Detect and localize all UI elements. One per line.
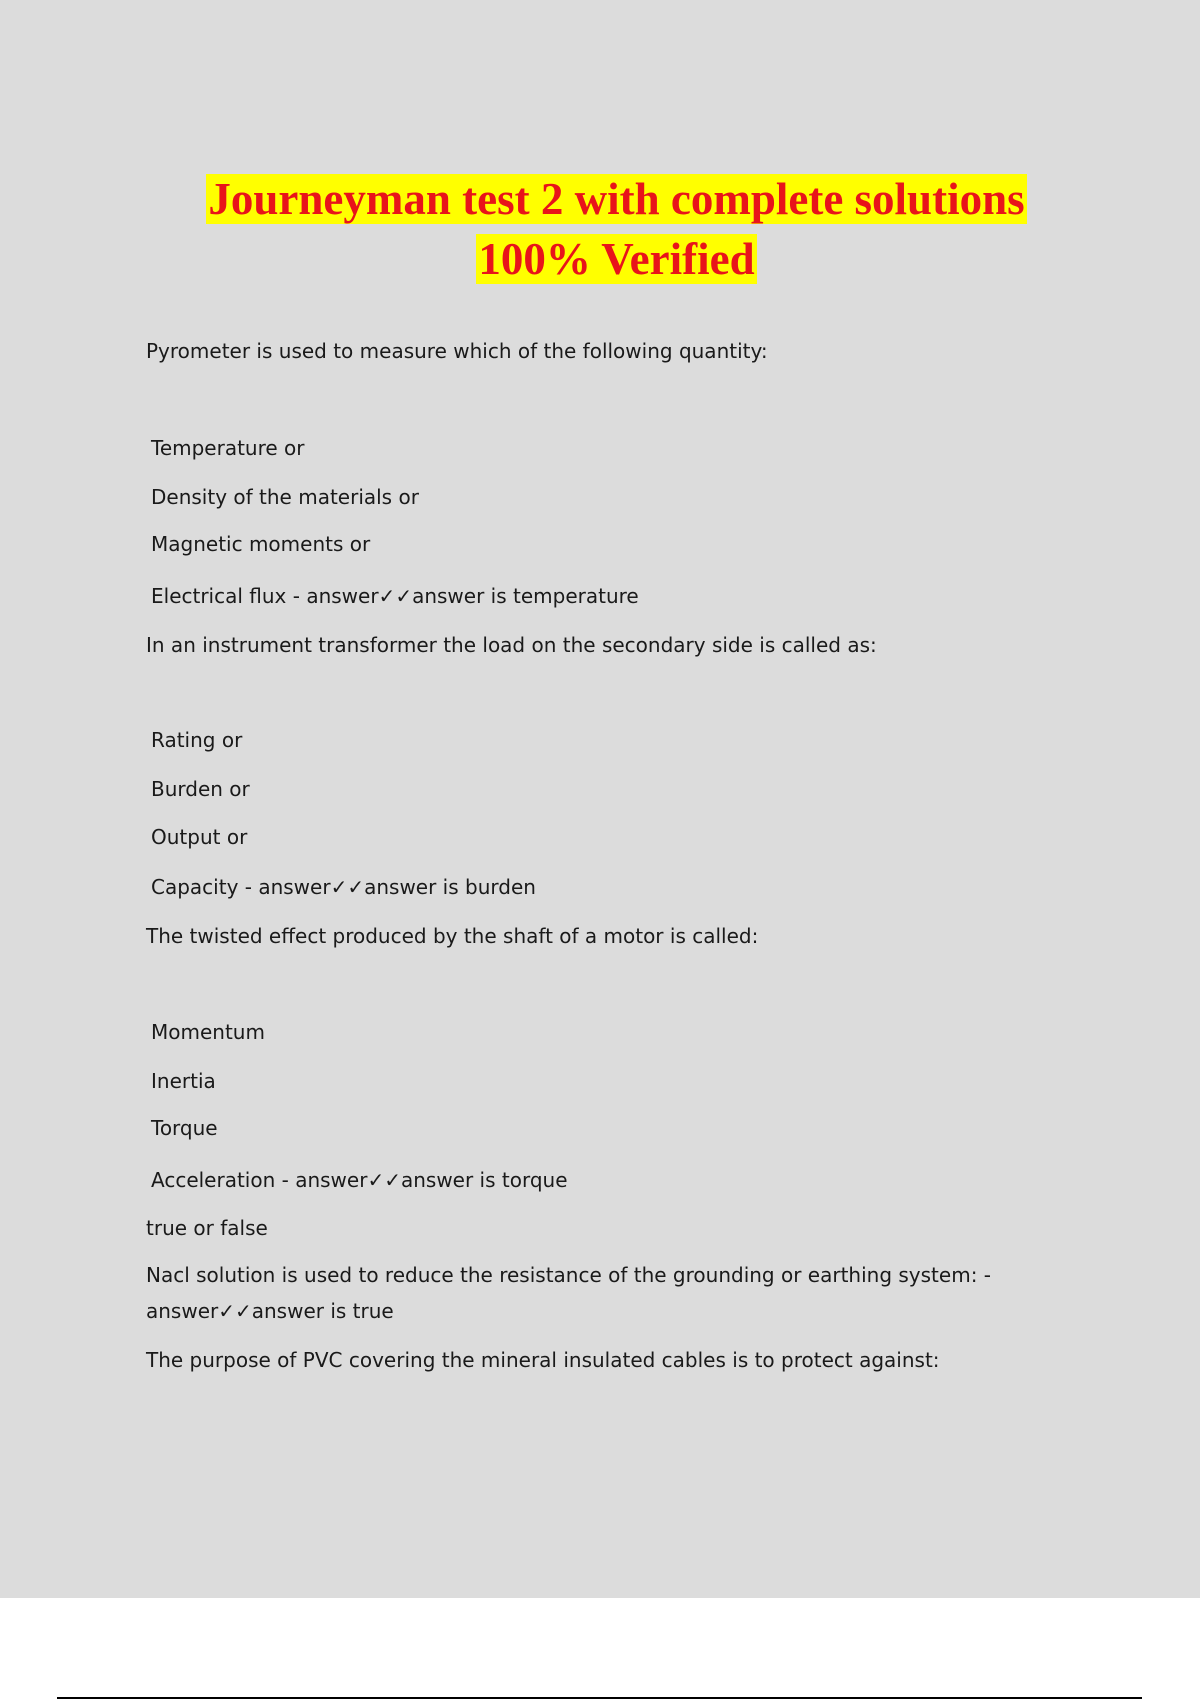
- question-3-option-1: Momentum: [151, 1020, 265, 1044]
- title-highlight-1: Journeyman test 2 with complete solutions: [208, 174, 1025, 224]
- question-4-text-line-2: answer✓✓answer is true: [146, 1299, 394, 1323]
- question-2-option-1: Rating or: [151, 728, 243, 752]
- question-1-option-3: Magnetic moments or: [151, 532, 371, 556]
- document-title-line-1: [0, 169, 1200, 229]
- question-4-text-line-1: Nacl solution is used to reduce the resistance of the grounding or earthing system: -: [146, 1263, 991, 1287]
- question-2-option-2: Burden or: [151, 777, 250, 801]
- question-5-text: The purpose of PVC covering the mineral insulated cables is to protect against:: [146, 1348, 940, 1372]
- document-title-line-2: [0, 229, 1200, 289]
- question-3-text: The twisted effect produced by the shaft of a motor is called:: [146, 924, 759, 948]
- question-3-option-3: Torque: [151, 1116, 218, 1140]
- footer-divider: [57, 1697, 1142, 1699]
- question-2-option-3: Output or: [151, 825, 248, 849]
- question-1-option-4-answer: Electrical flux - answer✓✓answer is temperature: [151, 584, 639, 608]
- question-1-text: Pyrometer is used to measure which of the following quantity:: [146, 339, 768, 363]
- question-2-option-4-answer: Capacity - answer✓✓answer is burden: [151, 875, 536, 899]
- title-highlight-2: 100% Verified: [478, 234, 755, 284]
- question-4-heading: true or false: [146, 1216, 268, 1240]
- question-1-option-1: Temperature or: [151, 436, 305, 460]
- question-1-option-2: Density of the materials or: [151, 485, 419, 509]
- question-2-text: In an instrument transformer the load on the secondary side is called as:: [146, 633, 877, 657]
- question-3-option-4-answer: Acceleration - answer✓✓answer is torque: [151, 1168, 568, 1192]
- question-3-option-2: Inertia: [151, 1069, 216, 1093]
